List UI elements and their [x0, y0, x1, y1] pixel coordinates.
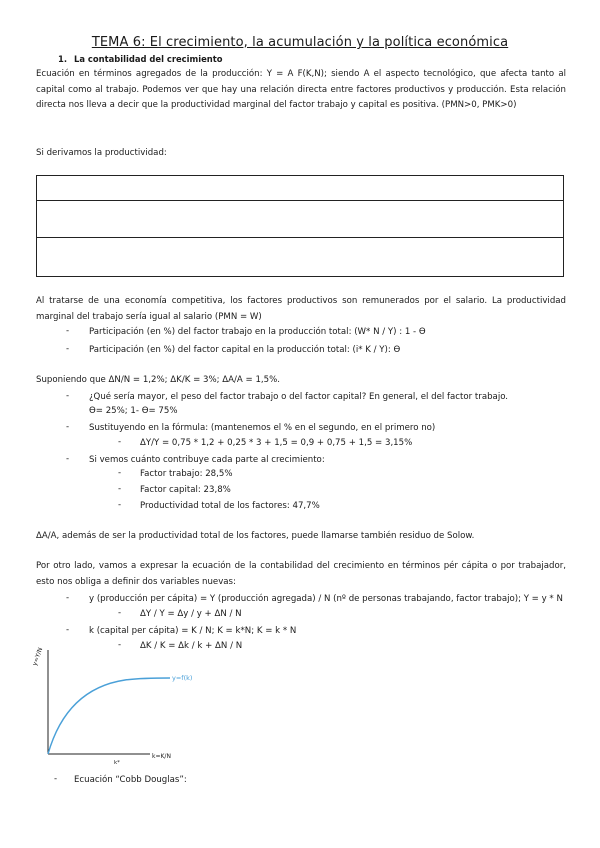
- box-row: [37, 176, 564, 201]
- bullet-dash: -: [118, 608, 122, 618]
- question-weight: ¿Qué sería mayor, el peso del factor trabajo o del factor capital? En general, el del factor trabajo.: [89, 392, 509, 402]
- page-title: TEMA 6: El crecimiento, la acumulación y la política económica: [91, 35, 509, 50]
- participation-labor: Participación (en %) del factor trabajo en la producción total: (W* N / Y) : 1 - Ө: [89, 327, 426, 337]
- bullet-dash: -: [118, 484, 122, 494]
- theta-values: Ө= 25%; 1- Ө= 75%: [89, 406, 178, 416]
- bullet-dash: -: [66, 391, 70, 401]
- growth-formula: ΔY/Y = 0,75 * 1,2 + 0,25 * 3 + 1,5 = 0,9 + 0,75 + 1,5 = 3,15%: [140, 438, 413, 448]
- contribution-capital: Factor capital: 23,8%: [140, 485, 231, 495]
- contribution-labor: Factor trabajo: 28,5%: [140, 469, 233, 479]
- k-growth: ΔK / K = Δk / k + ΔN / N: [140, 641, 243, 651]
- box-row: [37, 201, 564, 238]
- bullet-dash: -: [118, 437, 122, 447]
- production-curve: [48, 678, 170, 754]
- bullet-dash: -: [66, 454, 70, 464]
- y-axis-label: y=Y/N: [31, 646, 45, 667]
- substitution-text: Sustituyendo en la fórmula: (mantenemos el % en el segundo, en el primero no): [89, 423, 436, 433]
- section-number: 1.: [58, 54, 68, 64]
- bullet-dash: -: [66, 593, 70, 603]
- x-tick-label: k*: [114, 760, 120, 766]
- box-row: [37, 238, 564, 277]
- bullet-dash: -: [66, 326, 70, 336]
- market-paragraph: Al tratarse de una economía competitiva, los factores productivos son remunerados por el salario. La productividad marginal del trabajo sería igual al salario (PMN = W): [36, 296, 566, 322]
- bullet-dash: -: [54, 774, 58, 784]
- intro-paragraph: Ecuación en términos agregados de la producción: Y = A F(K,N); siendo A el aspecto tecnológico, que afecta tanto al capital como al trabajo. Podemos ver que hay una relación directa entre factores productivos y producción. Esta relación directa nos lleva a decir que la productividad marginal del factor trabajo y capital es positiva. (PMN>0, PMK>0): [36, 69, 566, 110]
- cobb-douglas-heading: Ecuación “Cobb Douglas”:: [74, 775, 187, 785]
- bullet-dash: -: [118, 468, 122, 478]
- derive-text: Si derivamos la productividad:: [36, 148, 167, 158]
- section-label: La contabilidad del crecimiento: [74, 54, 223, 64]
- participation-capital: Participación (en %) del factor capital en la producción total: (i* K / Y): Ө: [89, 345, 401, 355]
- bullet-dash: -: [66, 625, 70, 635]
- empty-formula-box: [36, 175, 564, 277]
- bullet-dash: -: [118, 640, 122, 650]
- curve-label: y=f(k): [172, 674, 193, 682]
- solow-text: ΔA/A, además de ser la productividad total de los factores, puede llamarse también residuo de Solow.: [36, 531, 475, 541]
- bullet-dash: -: [118, 500, 122, 510]
- y-growth: ΔY / Y = Δy / y + ΔN / N: [140, 609, 242, 619]
- production-function-graph: [30, 642, 200, 767]
- contribution-tfp: Productividad total de los factores: 47,7%: [140, 501, 320, 511]
- supposing-text: Suponiendo que ΔN/N = 1,2%; ΔK/K = 3%; ΔA/A = 1,5%.: [36, 375, 281, 385]
- bullet-dash: -: [66, 344, 70, 354]
- y-definition: y (producción per cápita) = Y (producción agregada) / N (nº de personas trabajando, factor trabajo); Y = y * N: [89, 594, 563, 604]
- contribution-text: Si vemos cuánto contribuye cada parte al crecimiento:: [89, 455, 325, 465]
- section-heading: [58, 54, 222, 64]
- k-definition: k (capital per cápita) = K / N; K = k*N; K = k * N: [89, 626, 297, 636]
- bullet-dash: -: [66, 422, 70, 432]
- x-axis-label: k=K/N: [152, 753, 171, 760]
- per-capita-paragraph: Por otro lado, vamos a expresar la ecuación de la contabilidad del crecimiento en términos pér cápita o por trabajador, esto nos obliga a definir dos variables nuevas:: [36, 561, 566, 587]
